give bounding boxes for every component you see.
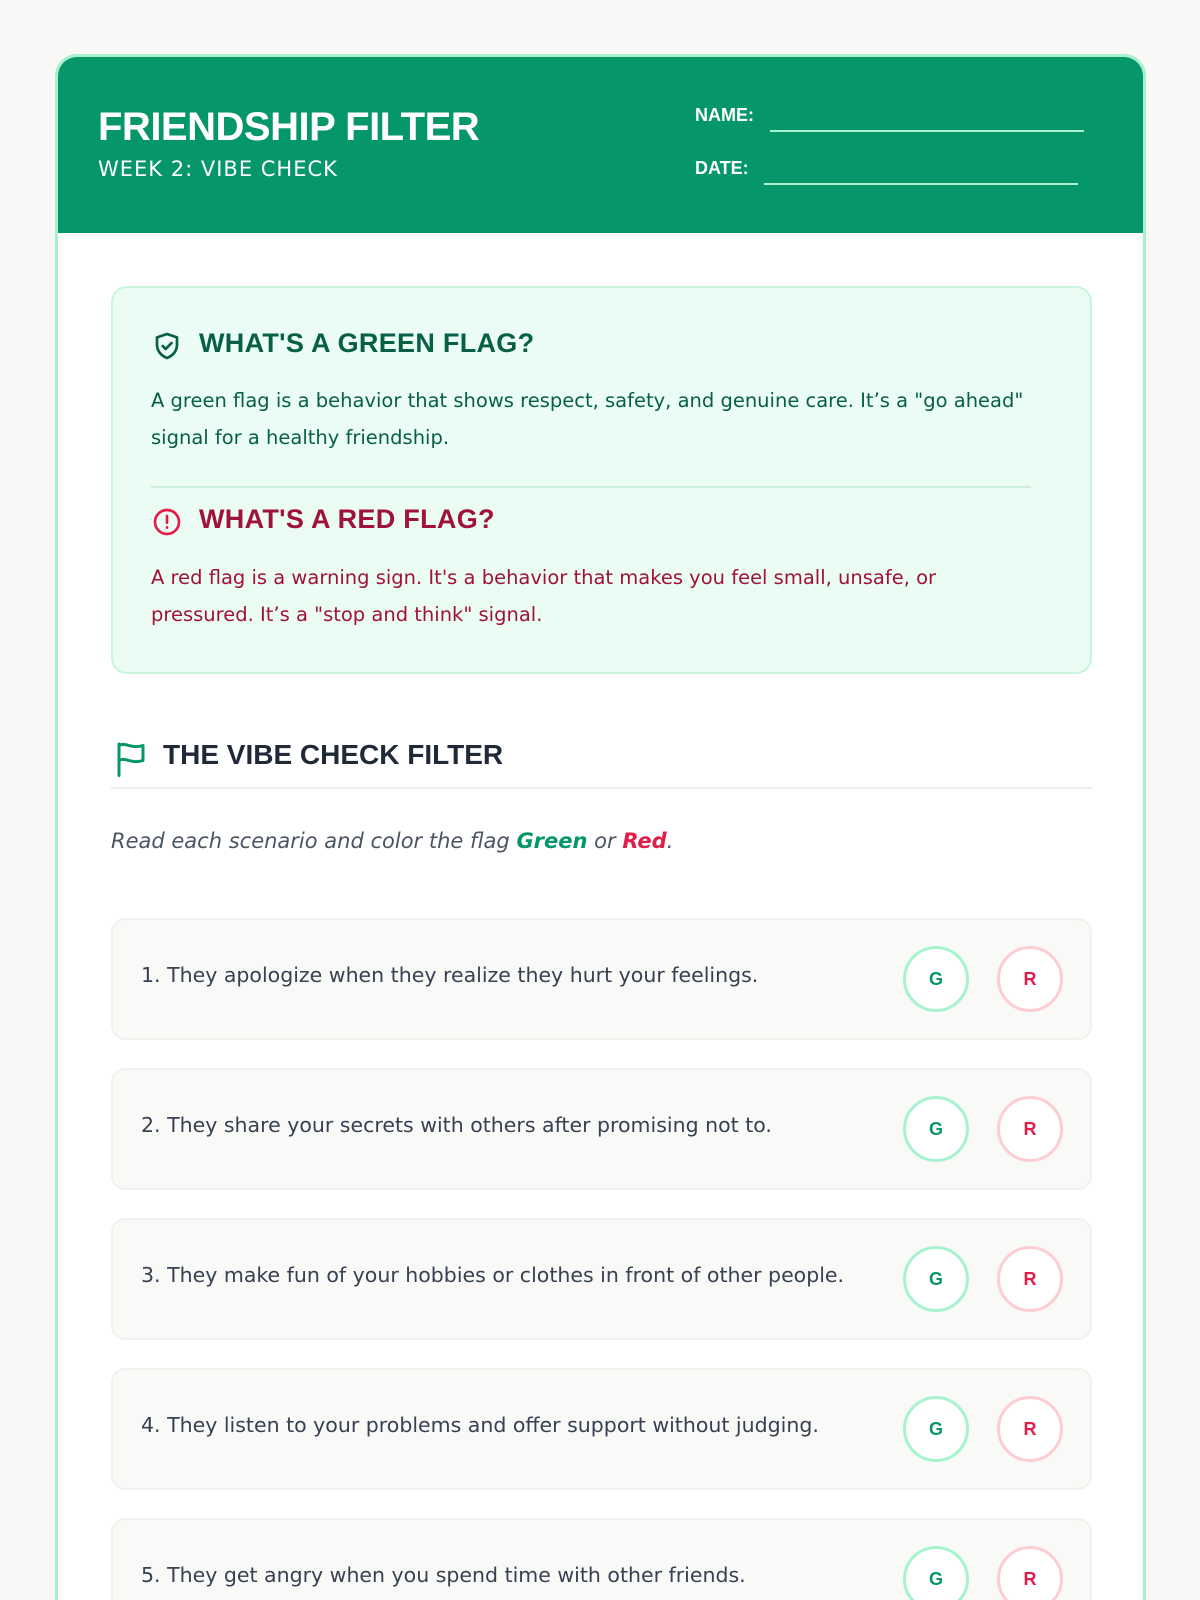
scenario-card xyxy=(111,1218,1092,1340)
worksheet-subtitle: WEEK 2: VIBE CHECK xyxy=(98,157,338,181)
red-flag-definition: A red flag is a warning sign. It's a behavior that makes you feel small, unsafe, or pressured. It’s a "stop and think" signal. xyxy=(151,566,937,626)
green-flag-heading: WHAT'S A GREEN FLAG? xyxy=(199,328,535,358)
red-flag-button[interactable]: R xyxy=(997,1246,1063,1312)
scenario-text: 3. They make fun of your hobbies or clothes in front of other people. xyxy=(141,1263,845,1287)
worksheet-header xyxy=(58,57,1143,233)
flag-icon xyxy=(113,739,149,783)
scenario-text: 2. They share your secrets with others after promising not to. xyxy=(141,1113,772,1137)
instruction-suffix: . xyxy=(666,829,674,853)
scenario-card xyxy=(111,1068,1092,1190)
date-label: DATE: xyxy=(695,158,749,178)
definitions-box xyxy=(111,286,1092,674)
scenario-text: 4. They listen to your problems and offer support without judging. xyxy=(141,1413,819,1437)
green-flag-button[interactable]: G xyxy=(903,946,969,1012)
red-flag-button[interactable]: R xyxy=(997,946,1063,1012)
scenario-card xyxy=(111,918,1092,1040)
alert-circle-icon xyxy=(151,506,183,542)
red-flag-button[interactable]: R xyxy=(997,1546,1063,1600)
name-label: NAME: xyxy=(695,105,754,125)
definitions-divider xyxy=(151,486,1031,488)
green-flag-button[interactable]: G xyxy=(903,1096,969,1162)
scenario-text: 1. They apologize when they realize they hurt your feelings. xyxy=(141,963,759,987)
green-flag-button[interactable]: G xyxy=(903,1546,969,1600)
red-flag-heading: WHAT'S A RED FLAG? xyxy=(199,504,495,534)
name-field[interactable] xyxy=(770,130,1084,132)
worksheet xyxy=(55,54,1146,1600)
red-flag-button[interactable]: R xyxy=(997,1396,1063,1462)
date-field[interactable] xyxy=(764,183,1078,185)
instruction-prefix: Read each scenario and color the flag xyxy=(111,829,517,853)
section-title: THE VIBE CHECK FILTER xyxy=(163,739,504,770)
green-flag-definition: A green flag is a behavior that shows respect, safety, and genuine care. It’s a "go ahead" signal for a healthy friendship. xyxy=(151,389,1024,449)
instruction-or: or xyxy=(587,829,623,853)
section-divider xyxy=(111,787,1092,789)
scenario-card xyxy=(111,1368,1092,1490)
scenario-text: 5. They get angry when you spend time with other friends. xyxy=(141,1563,746,1587)
instructions xyxy=(111,829,673,853)
shield-check-icon xyxy=(151,330,183,366)
worksheet-title: FRIENDSHIP FILTER xyxy=(98,105,480,149)
instruction-red-keyword: Red xyxy=(622,829,667,853)
scenario-card xyxy=(111,1518,1092,1600)
green-flag-button[interactable]: G xyxy=(903,1396,969,1462)
red-flag-button[interactable]: R xyxy=(997,1096,1063,1162)
green-flag-button[interactable]: G xyxy=(903,1246,969,1312)
instruction-green-keyword: Green xyxy=(516,829,588,853)
